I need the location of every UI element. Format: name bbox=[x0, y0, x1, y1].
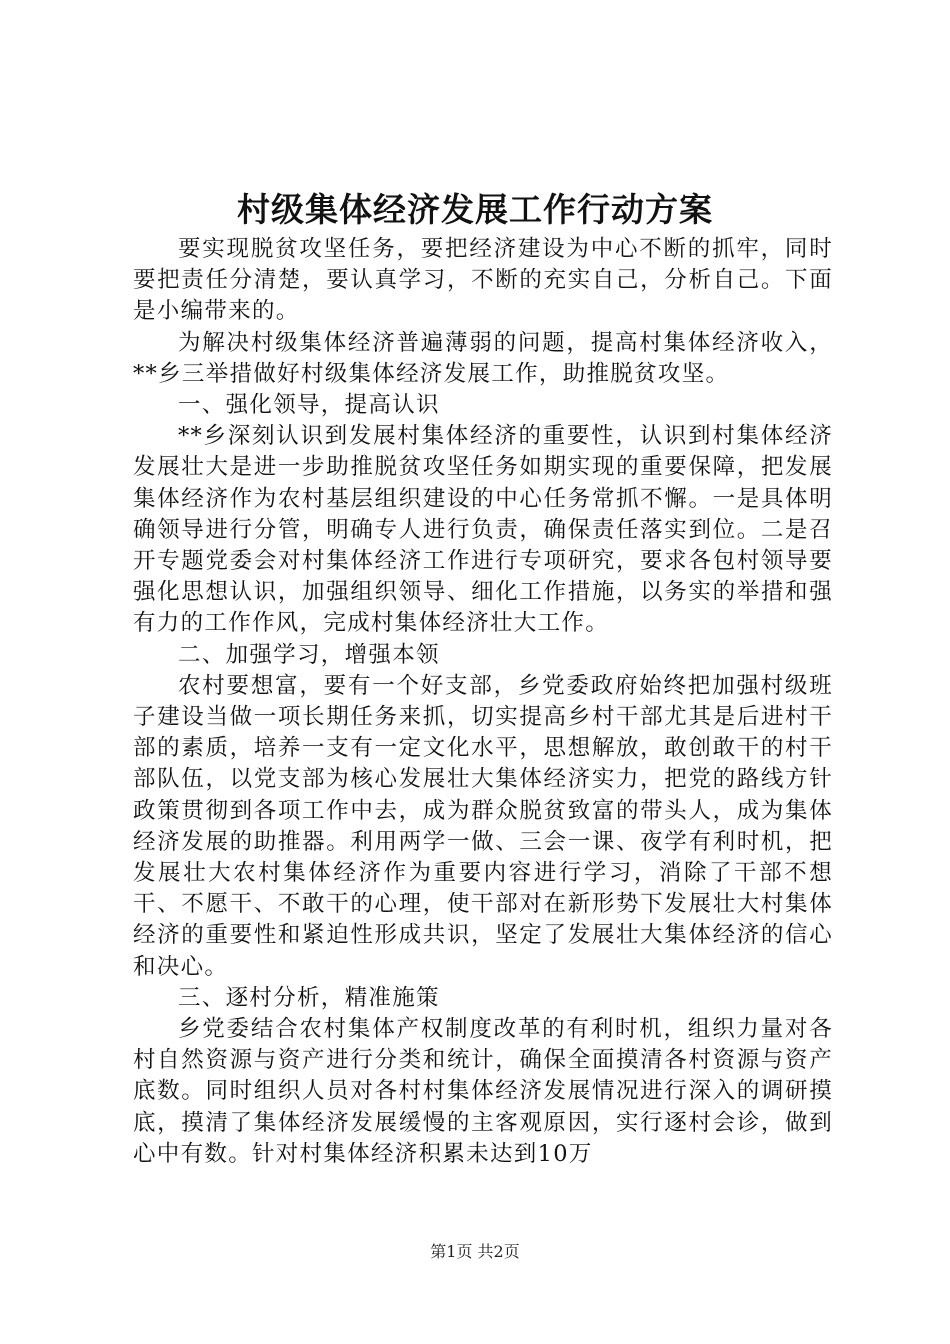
purpose-paragraph: 为解决村级集体经济普遍薄弱的问题，提高村集体经济收入，**乡三举措做好村级集体经济发展工作，助推脱贫攻坚。 bbox=[133, 329, 833, 387]
section-heading-3: 三、逐村分析，精准施策 bbox=[178, 984, 440, 1011]
section-2-paragraph: 农村要想富，要有一个好支部，乡党委政府始终把加强村级班子建设当做一项长期任务来抓，切实提高乡村干部尤其是后进村干部的素质，培养一支有一定文化水平，思想解放，敢创敢干的村干部队伍，以党支部为核心发展壮大集体经济实力，把党的路线方针政策贯彻到各项工作中去，成为群众脱贫致富的带头人，成为集体经济发展的助推器。利用两学一做、三会一课、夜学有利时机，把发展壮大农村集体经济作为重要内容进行学习，消除了干部不想干、不愿干、不敢干的心理，使干部对在新形势下发展壮大村集体经济的重要性和紧迫性形成共识，坚定了发展壮大集体经济的信心和决心。 bbox=[133, 672, 833, 980]
document-title: 村级集体经济发展工作行动方案 bbox=[237, 190, 713, 229]
section-heading-1: 一、强化领导，提高认识 bbox=[178, 392, 440, 419]
section-3-paragraph: 乡党委结合农村集体产权制度改革的有利时机，组织力量对各村自然资源与资产进行分类和统计，确保全面摸清各村资源与资产底数。同时组织人员对各村村集体经济发展情况进行深入的调研摸底，摸清了集体经济发展缓慢的主客观原因，实行逐村会诊，做到心中有数。针对村集体经济积累未达到10万 bbox=[133, 1016, 833, 1167]
intro-paragraph: 要实现脱贫攻坚任务，要把经济建设为中心不断的抓牢，同时要把责任分清楚，要认真学习，不断的充实自己，分析自己。下面是小编带来的。 bbox=[133, 236, 833, 325]
section-heading-2: 二、加强学习，增强本领 bbox=[178, 641, 440, 668]
section-1-paragraph: **乡深刻认识到发展村集体经济的重要性，认识到村集体经济发展壮大是进一步助推脱贫攻坚任务如期实现的重要保障，把发展集体经济作为农村基层组织建设的中心任务常抓不懈。一是具体明确领导进行分管，明确专人进行负责，确保责任落实到位。二是召开专题党委会对村集体经济工作进行专项研究，要求各包村领导要强化思想认识，加强组织领导、细化工作措施，以务实的举措和强有力的工作作风，完成村集体经济壮大工作。 bbox=[133, 423, 833, 637]
document-body bbox=[133, 234, 833, 1170]
page-footer: 第1页 共2页 bbox=[430, 1242, 520, 1261]
